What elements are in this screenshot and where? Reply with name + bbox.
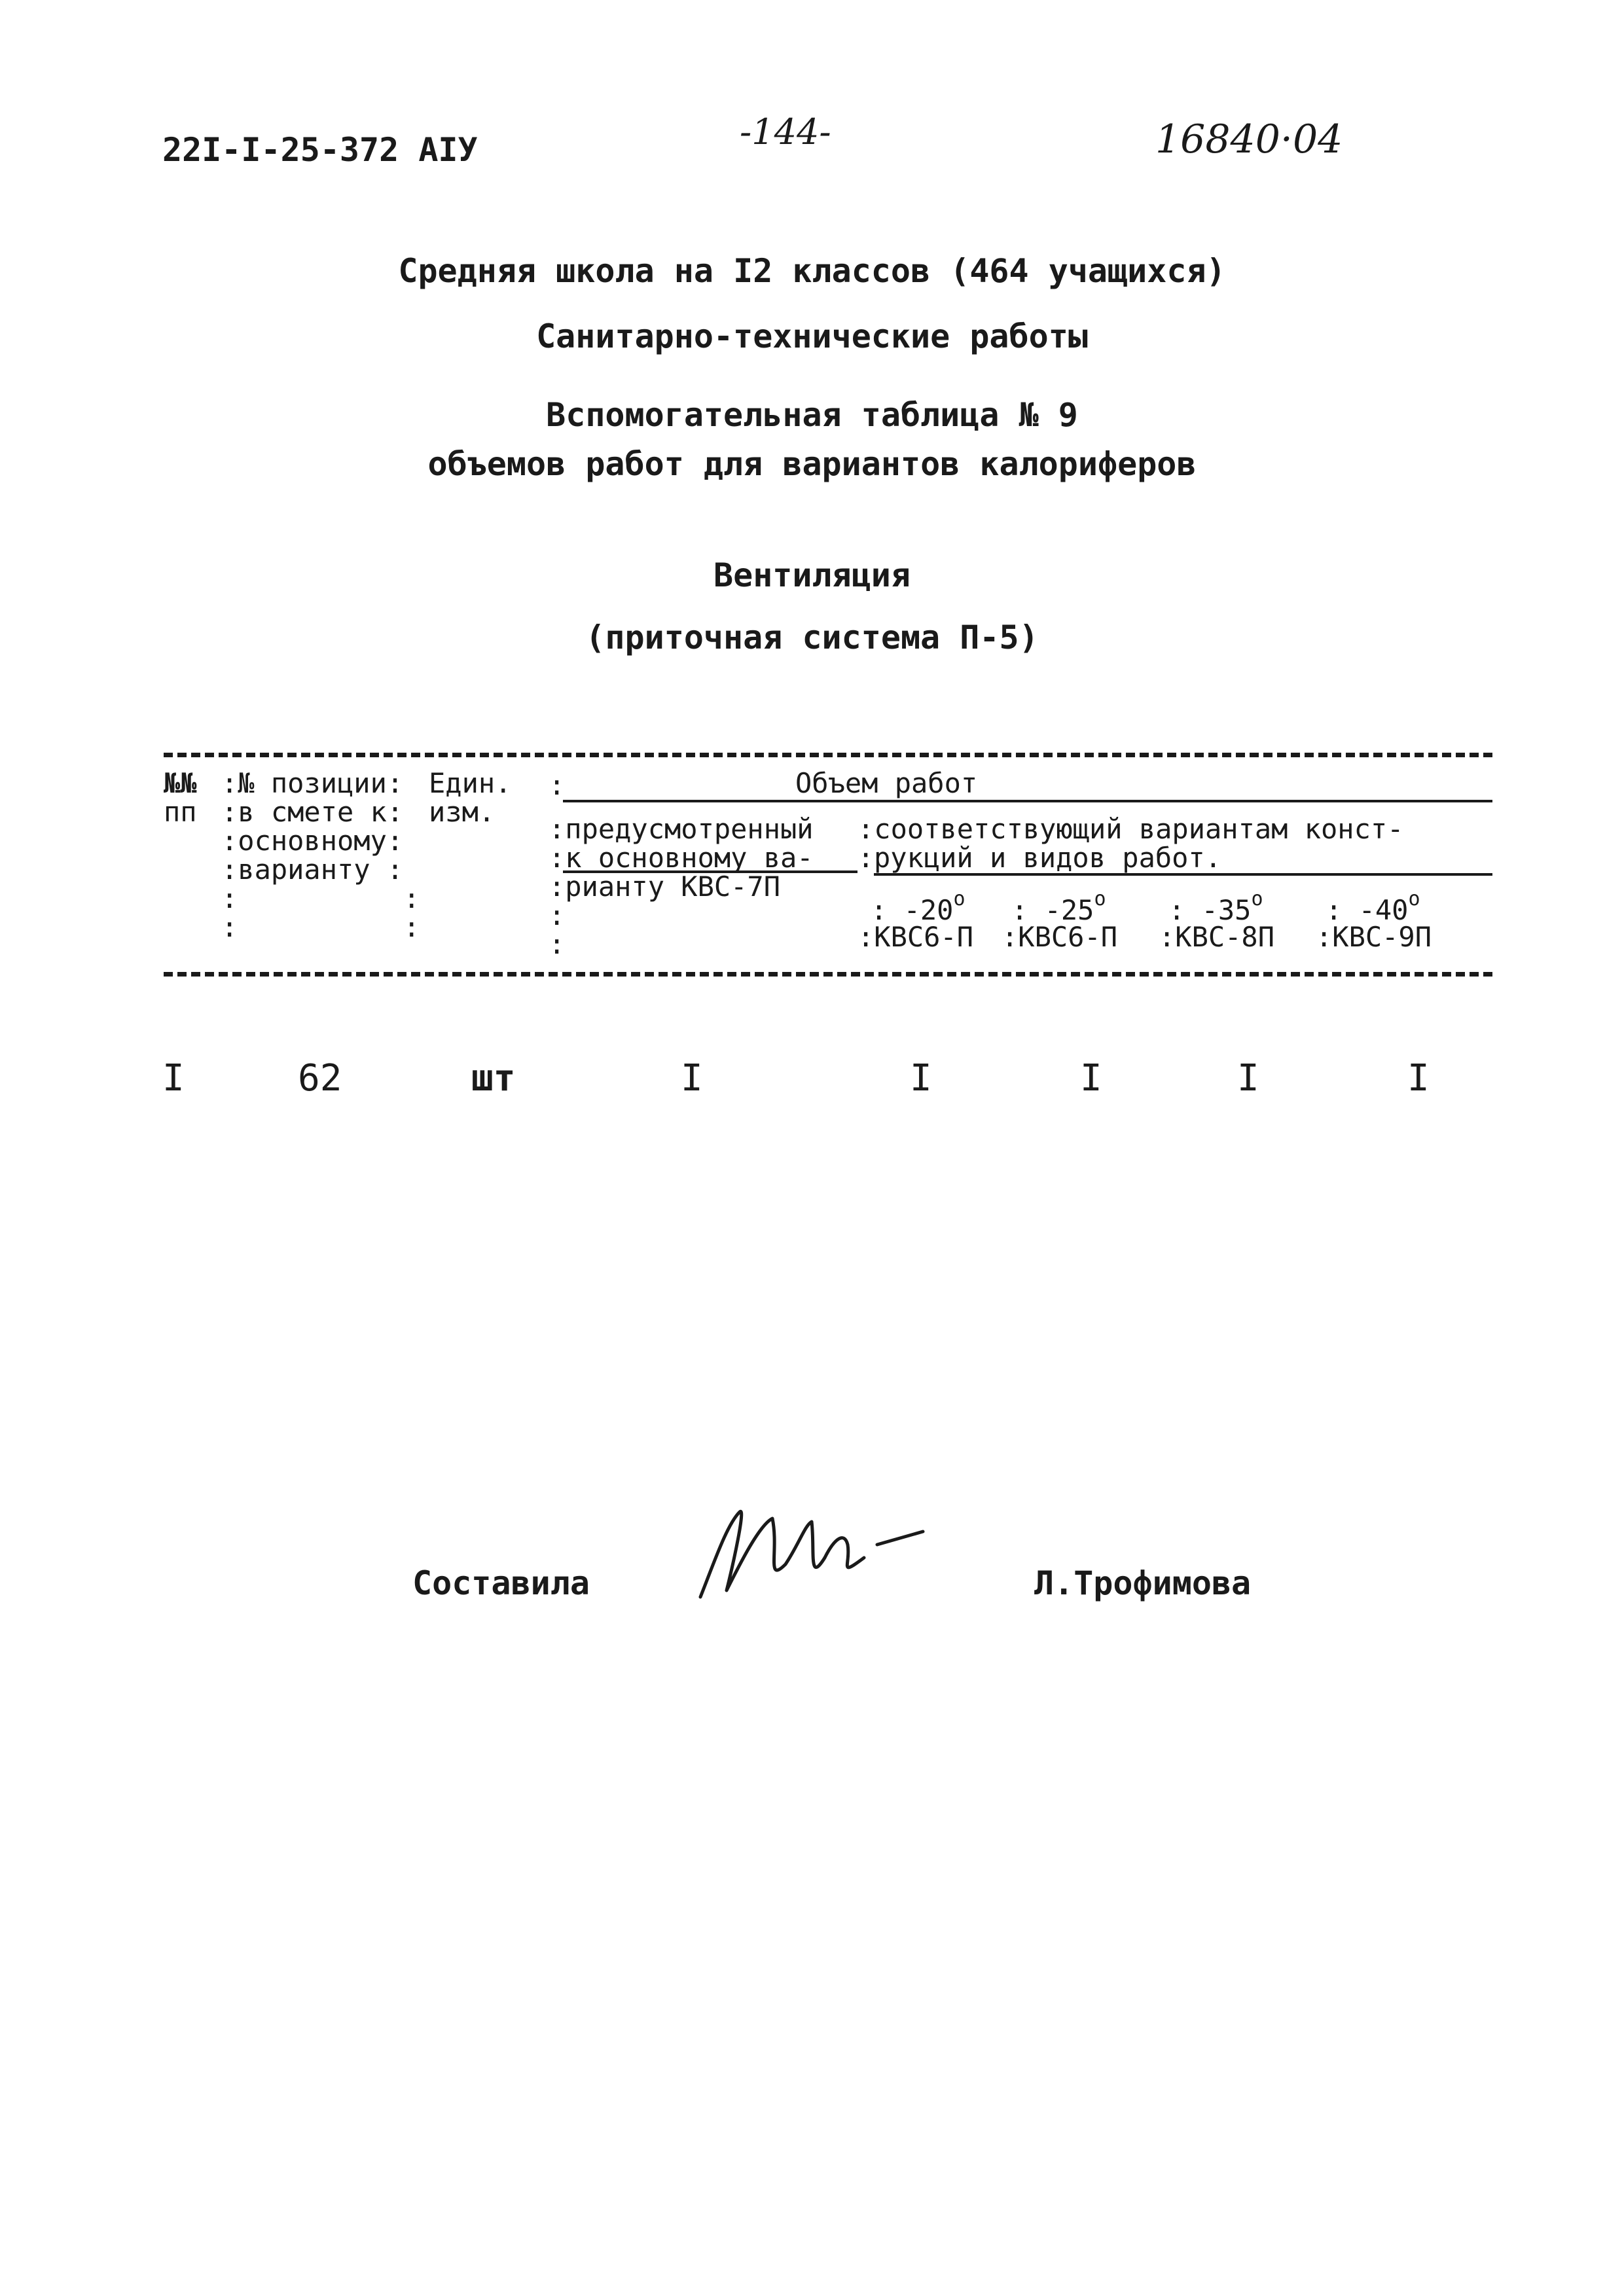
header-provided-3: :рианту КВС-7П bbox=[549, 870, 781, 903]
provided-underline bbox=[563, 870, 857, 873]
variant-temp-3: : $-35^о$ bbox=[1168, 888, 1263, 926]
volume-underline bbox=[563, 800, 1492, 802]
corresponding-underline bbox=[874, 873, 1492, 876]
header-provided-4: : bbox=[549, 899, 566, 931]
variant-temp-1: : $-20^о$ bbox=[871, 888, 965, 926]
row-variant-3: I bbox=[1237, 1057, 1259, 1100]
variant-temp-2: : $-25^о$ bbox=[1011, 888, 1106, 926]
header-position-3: :основному: bbox=[221, 825, 404, 857]
variant-temp-4: : $-40^о$ bbox=[1326, 888, 1420, 926]
header-num-2: пп bbox=[164, 796, 197, 828]
header-position-1: :№ позиции: bbox=[221, 767, 404, 799]
document-page: 22I-I-25-372 АIУ -144- 16840·04 Средняя школа на I2 классов (464 учащихся) Санитарно-технические работы Вспомогательная таблица № 9 объемов работ для вариантов калориферов Вентиляция (приточная система П-5) №№ пп :№ позиции: :в смете к: :основному: :варианту : : : : : Един. изм. : Объем работ :предусмотренный :к основному ва- :рианту КВС-7П : : :соответствующий вариантам конст- : рукций и видов работ. : $-20^о$ : $-25^о$ : $-35^о$ : $-40^о$ :КВС6-П :КВС6-П :КВС-8П :КВС-9П I 62 шт I I I I I Составила Л.Трофимова bbox=[0, 0, 1624, 2296]
title-system: (приточная система П-5) bbox=[585, 619, 1039, 656]
header-position-6: : : bbox=[221, 911, 420, 943]
header-corresponding-1: :соответствующий вариантам конст- bbox=[857, 813, 1404, 845]
title-table-number: Вспомогательная таблица № 9 bbox=[546, 396, 1078, 434]
header-unit-2: изм. bbox=[429, 796, 496, 828]
variant-model-1: :КВС6-П bbox=[857, 921, 974, 953]
page-number: -144- bbox=[740, 111, 831, 152]
header-provided-5: : bbox=[549, 928, 566, 960]
row-unit: шт bbox=[471, 1057, 516, 1100]
row-variant-1: I bbox=[910, 1057, 932, 1100]
variant-model-3: :КВС-8П bbox=[1159, 921, 1275, 953]
header-provided-2: :к основному ва- bbox=[549, 842, 814, 874]
row-provided: I bbox=[681, 1057, 703, 1100]
variant-model-4: :КВС-9П bbox=[1316, 921, 1432, 953]
row-variant-4: I bbox=[1407, 1057, 1430, 1100]
header-position-5: : : bbox=[221, 882, 420, 914]
table-top-rule bbox=[164, 753, 1492, 757]
compiled-label: Составила bbox=[412, 1564, 590, 1602]
title-table-subject: объемов работ для вариантов калориферов bbox=[427, 445, 1197, 483]
compiler-name: Л.Трофимова bbox=[1034, 1564, 1252, 1602]
row-num: I bbox=[162, 1057, 185, 1100]
row-variant-2: I bbox=[1080, 1057, 1102, 1100]
table-header-rule bbox=[164, 972, 1492, 977]
archive-number: 16840·04 bbox=[1155, 117, 1343, 162]
header-num-1: №№ bbox=[164, 767, 197, 799]
document-code: 22I-I-25-372 АIУ bbox=[162, 131, 478, 169]
header-position-4: :варианту : bbox=[221, 853, 404, 886]
title-works: Санитарно-технические работы bbox=[536, 317, 1088, 355]
header-provided-1: :предусмотренный bbox=[549, 813, 814, 845]
title-school: Средняя школа на I2 классов (464 учащихся) bbox=[398, 252, 1226, 290]
title-section: Вентиляция bbox=[713, 556, 911, 594]
variant-model-2: :КВС6-П bbox=[1001, 921, 1118, 953]
header-position-2: :в смете к: bbox=[221, 796, 404, 828]
header-volume: Объем работ bbox=[795, 767, 978, 799]
signature-image bbox=[687, 1486, 936, 1617]
header-corresponding-2: рукций и видов работ. bbox=[874, 842, 1222, 874]
row-position: 62 bbox=[298, 1057, 342, 1100]
header-unit-1: Един. bbox=[429, 767, 512, 799]
